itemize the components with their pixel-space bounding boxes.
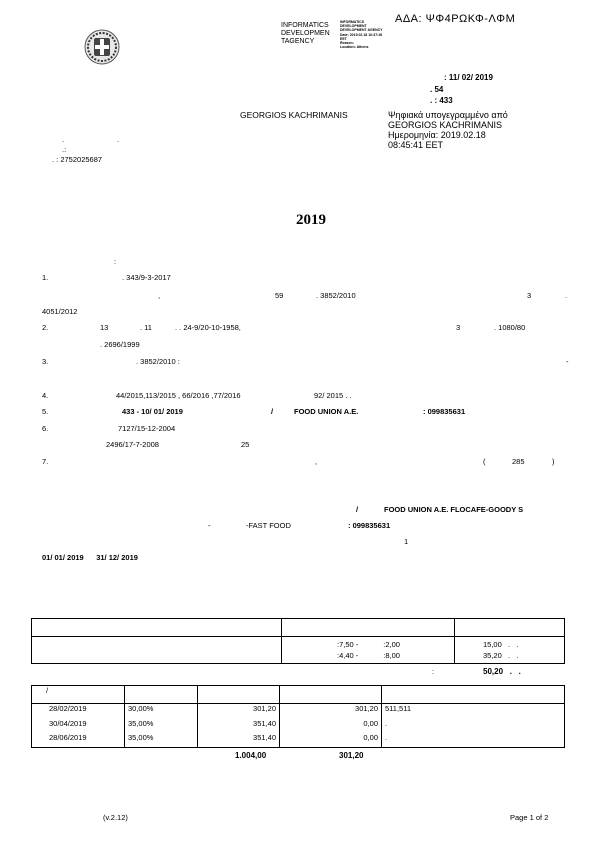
fee-table [31, 618, 565, 664]
sig-line-1: Ψηφιακά υπογεγραμμένο από [388, 110, 508, 120]
table-row [32, 733, 565, 748]
item-1-comma: , [158, 291, 161, 300]
payment-date: 28/06/2019 [32, 733, 125, 748]
stamp-line-4: Date: 2019.02.18 10:37:26 [340, 32, 383, 37]
stamp-line-3: DEVELOPMENT AGENCY [340, 28, 383, 33]
item-6-b: 2496/17-7-2008 [106, 440, 159, 449]
payment-receipt: . [382, 719, 565, 733]
item-5-a: 433 - 10/ 01/ 2019 [122, 407, 183, 416]
item-4-b: 92/ 2015 . . [314, 391, 352, 400]
item-2-d: 3 [456, 323, 461, 332]
ada-code: ΑΔΑ: ΨΦ4ΡΩΚΦ-ΛΦΜ [395, 13, 516, 25]
decision-period: 01/ 01/ 2019 31/ 12/ 2019 [42, 553, 138, 562]
payment-receipt: . [382, 733, 565, 748]
item-1-dot: . [565, 291, 568, 300]
item-7-number: 7. [42, 457, 49, 466]
payment-percent: 35,00% [125, 733, 198, 748]
item-6-number: 6. [42, 424, 49, 433]
agency-line-2: DEVELOPMEN [281, 30, 330, 37]
payment-paid: 0,00 [280, 719, 382, 733]
item-5-b: / [271, 407, 274, 416]
address-mark-1: . [62, 135, 65, 144]
stamp-line-5: EET [340, 36, 347, 41]
payment-paid: 0,00 [280, 733, 382, 748]
sig-line-2: GEORGIOS KACHRIMANIS [388, 120, 503, 130]
payment-total-paid: 301,20 [339, 751, 364, 760]
item-2-e: . 1080/80 [494, 323, 526, 332]
item-7-b: ( [483, 457, 486, 466]
payment-amount: 351,40 [198, 719, 280, 733]
fee-table-cell: :7,50 - :2,00 :4,40 - :8,00 [282, 637, 455, 664]
item-6-a: 7127/15-12-2004 [118, 424, 176, 433]
item-5-company: FOOD UNION A.E. [294, 407, 359, 416]
item-3-number: 3. [42, 357, 49, 366]
payment-total-amount: 1.004,00 [235, 751, 267, 760]
item-1-article: 59 [275, 291, 284, 300]
table-row [32, 719, 565, 733]
signer-name: GEORGIOS KACHRIMANIS [240, 110, 348, 120]
item-1-para: 3 [527, 291, 532, 300]
item-7-c: 285 [512, 457, 525, 466]
item-7-d: ) [552, 457, 555, 466]
table-row [32, 686, 565, 704]
phone-number: . : 2752025687 [52, 155, 103, 164]
protocol-number-2: . : 433 [430, 96, 453, 105]
payment-table-header [382, 686, 565, 704]
fee-table-cell [282, 619, 455, 637]
item-1-ref: . 343/9-3-2017 [122, 273, 171, 282]
stamp-line-2: DEVELOPMENT [340, 24, 367, 29]
fee-total-label: : [432, 667, 435, 676]
greek-emblem-icon [82, 27, 122, 67]
footer-version: (v.2.12) [103, 813, 128, 822]
item-4-a: 44/2015,113/2015 , 66/2016 ,77/2016 [116, 391, 241, 400]
item-2-a: 13 [100, 323, 109, 332]
stamp-line-6: Reason: [340, 41, 354, 46]
item-1-law: . 3852/2010 [316, 291, 356, 300]
digital-signature [388, 110, 508, 150]
fee-total: 50,20 . . [483, 667, 521, 676]
payment-receipt: 511,511 [382, 704, 565, 719]
stamp-line-7: Location: Athens [340, 45, 369, 50]
item-3-dash: - [566, 357, 569, 366]
payment-table [31, 685, 565, 748]
intro-colon: : [114, 257, 117, 266]
decision-dash: - [208, 521, 211, 530]
sig-line-3: Ημερομηνία: 2019.02.18 [388, 130, 486, 140]
payment-table-header: / [32, 686, 125, 704]
item-5-number: 5. [42, 407, 49, 416]
item-2-number: 2. [42, 323, 49, 332]
item-1-number: 1. [42, 273, 49, 282]
stamp-line-1: INFORMATICS [340, 20, 365, 24]
address-mark-3: .: [62, 145, 67, 154]
payment-paid: 301,20 [280, 704, 382, 719]
item-6-c: 25 [241, 440, 250, 449]
table-row [32, 637, 565, 664]
item-4-number: 4. [42, 391, 49, 400]
footer-page-number: Page 1 of 2 [510, 813, 549, 822]
document-date: : 11/ 02/ 2019 [444, 73, 493, 82]
payment-percent: 35,00% [125, 719, 198, 733]
address-mark-2: . [117, 135, 120, 144]
decision-slash: / [356, 505, 359, 514]
fee-table-cell [32, 619, 282, 637]
agency-line-1: INFORMATICS [281, 22, 329, 29]
document-title-year: 2019 [296, 212, 326, 228]
decision-type: -FAST FOOD [246, 521, 291, 530]
agency-name [281, 22, 330, 46]
item-1-law2: 4051/2012 [42, 307, 78, 316]
fee-table-cell [455, 619, 565, 637]
table-row [32, 704, 565, 719]
item-5-afm: : 099835631 [423, 407, 466, 416]
payment-date: 30/04/2019 [32, 719, 125, 733]
agency-line-3: TAGENCY [281, 38, 315, 45]
protocol-number-1: . 54 [430, 85, 444, 94]
item-2-f: . 2696/1999 [100, 340, 140, 349]
item-2-b: . 11 [140, 323, 152, 332]
agency-signature-stamp [340, 20, 382, 49]
sig-line-4: 08:45:41 EET [388, 140, 444, 150]
decision-company: FOOD UNION A.E. FLOCAFE-GOODY S [384, 505, 524, 514]
fee-table-cell [32, 637, 282, 664]
payment-amount: 301,20 [198, 704, 280, 719]
item-7-a: , [315, 457, 318, 466]
item-2-c: . . 24-9/20-10-1958, [175, 323, 241, 332]
payment-percent: 30,00% [125, 704, 198, 719]
payment-amount: 351,40 [198, 733, 280, 748]
payment-table-header [198, 686, 280, 704]
payment-table-header [125, 686, 198, 704]
decision-one: 1 [404, 537, 409, 546]
item-3-a: . 3852/2010 : [136, 357, 180, 366]
table-row [32, 619, 565, 637]
fee-table-cell: 15,00 . . 35,20 . . [455, 637, 565, 664]
payment-table-header [280, 686, 382, 704]
decision-afm: : 099835631 [348, 521, 391, 530]
payment-date: 28/02/2019 [32, 704, 125, 719]
